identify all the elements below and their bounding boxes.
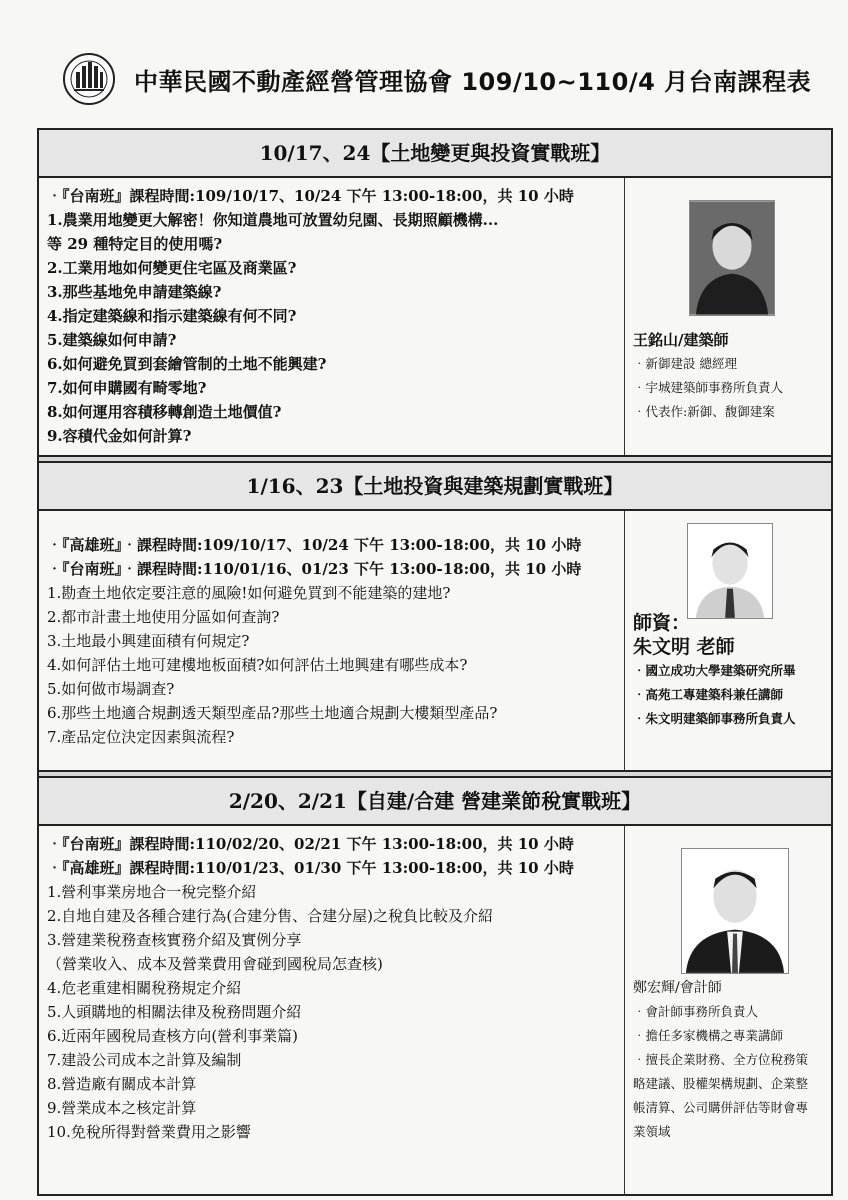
list-item: 3.土地最小興建面積有何規定?	[47, 632, 250, 650]
instructor-detail: ‧會計師事務所負責人	[633, 1004, 759, 1019]
instructor-panel	[625, 178, 831, 455]
section-body	[39, 826, 831, 1196]
instructor-detail: 略建議、股權架構規劃、企業整	[633, 1076, 809, 1091]
instructor-photo	[689, 200, 775, 316]
list-item: 9.營業成本之核定計算	[47, 1099, 197, 1117]
section-heading: 10/17、24【土地變更與投資實戰班】	[39, 130, 831, 178]
instructor-name: 鄭宏輝/會計師	[633, 980, 722, 996]
list-item: 2.自地自建及各種合建行為(合建分售、合建分屋)之稅負比較及介紹	[47, 907, 494, 925]
list-item: 5.人頭購地的相關法律及稅務問題介紹	[47, 1003, 302, 1021]
instructor-detail: ‧新御建設 總經理	[633, 356, 737, 371]
instructor-panel	[625, 826, 831, 1196]
course-section-land-change	[39, 130, 831, 455]
course-section-land-investment	[39, 463, 831, 770]
instructor-name: 朱文明 老師	[633, 636, 735, 658]
list-item: 5.如何做市場調查?	[47, 680, 175, 698]
list-item: 7.產品定位決定因素與流程?	[47, 728, 235, 746]
page-header	[62, 52, 822, 112]
instructor-detail: ‧宇城建築師事務所負責人	[633, 380, 784, 395]
instructor-photo	[681, 848, 789, 974]
list-item: ‧『台南班』課程時間:110/02/20、02/21 下午 13:00-18:00，共 10 小時	[47, 835, 574, 853]
instructor-detail: ‧朱文明建築師事務所負責人	[633, 711, 796, 726]
section-body	[39, 178, 831, 455]
list-item: 8.如何運用容積移轉創造土地價值?	[47, 403, 282, 421]
list-item: 9.容積代金如何計算?	[47, 427, 192, 445]
section-divider	[39, 455, 831, 463]
list-item: 7.建設公司成本之計算及編制	[47, 1051, 242, 1069]
list-item: 1.營利事業房地合一稅完整介紹	[47, 883, 257, 901]
list-item: （營業收入、成本及營業費用會碰到國稅局怎查核)	[47, 955, 383, 973]
list-item: 5.建築線如何申請?	[47, 331, 177, 349]
list-item: ‧『台南班』‧課程時間:110/01/16、01/23 下午 13:00-18:00，共 10 小時	[47, 560, 582, 578]
instructor-detail: ‧高苑工專建築科兼任講師	[633, 687, 784, 702]
instructor-detail: 帳清算、公司購併評估等財會專	[633, 1100, 809, 1115]
list-item: 4.如何評估土地可建樓地板面積?如何評估土地興建有哪些成本?	[47, 656, 468, 674]
list-item: 10.免稅所得對營業費用之影響	[47, 1123, 251, 1141]
instructor-photo	[687, 523, 773, 619]
list-item: 8.營造廠有關成本計算	[47, 1075, 197, 1093]
instructor-detail: ‧國立成功大學建築研究所畢	[633, 663, 796, 678]
list-item: 1.勘查土地依定要注意的風險!如何避免買到不能建築的建地?	[47, 584, 451, 602]
list-item: 3.營建業稅務查核實務介紹及實例分享	[47, 931, 302, 949]
instructor-info	[633, 976, 808, 1144]
page-title: 中華民國不動產經營管理協會 109/10~110/4 月台南課程表	[134, 68, 812, 96]
list-item: 6.那些土地適合規劃透天類型產品?那些土地適合規劃大樓類型產品?	[47, 704, 498, 722]
list-item: ‧『台南班』課程時間:109/10/17、10/24 下午 13:00-18:00，共 10 小時	[47, 187, 574, 205]
list-item: 2.工業用地如何變更住宅區及商業區?	[47, 259, 297, 277]
instructor-detail: 業領域	[633, 1124, 671, 1139]
instructor-name: 王銘山/建築師	[633, 331, 729, 349]
list-item: 4.危老重建相關稅務規定介紹	[47, 979, 242, 997]
list-item: 3.那些基地免申請建築線?	[47, 283, 222, 301]
instructor-detail: ‧擅長企業財務、全方位稅務策	[633, 1052, 809, 1067]
section-heading: 1/16、23【土地投資與建築規劃實戰班】	[39, 463, 831, 511]
instructor-label: 師資：	[633, 612, 691, 634]
section-divider	[39, 770, 831, 778]
list-item: 4.指定建築線和指示建築線有何不同?	[47, 307, 297, 325]
list-item: 6.近兩年國稅局查核方向(營利事業篇)	[47, 1027, 299, 1045]
course-section-tax-saving	[39, 778, 831, 1196]
list-item: ‧『高雄班』課程時間:110/01/23、01/30 下午 13:00-18:00，共 10 小時	[47, 859, 574, 877]
instructor-detail: ‧代表作:新御、馥御建案	[633, 404, 775, 419]
course-outline	[39, 511, 625, 770]
course-outline	[39, 178, 625, 455]
list-item: 等 29 種特定目的使用嗎?	[47, 235, 223, 253]
course-table	[37, 128, 833, 1196]
section-body	[39, 511, 831, 770]
list-item: ‧『高雄班』‧課程時間:109/10/17、10/24 下午 13:00-18:00，共 10 小時	[47, 536, 582, 554]
list-item: 6.如何避免買到套繪管制的土地不能興建?	[47, 355, 327, 373]
association-logo-icon	[62, 52, 116, 106]
list-item: 2.都市計畫土地使用分區如何查詢?	[47, 608, 280, 626]
instructor-detail: ‧擔任多家機構之專業講師	[633, 1028, 784, 1043]
list-item: 1.農業用地變更大解密！你知道農地可放置幼兒園、長期照顧機構...	[47, 211, 499, 229]
instructor-info	[633, 328, 783, 424]
section-heading: 2/20、2/21【自建/合建 營建業節稅實戰班】	[39, 778, 831, 826]
instructor-info	[633, 611, 796, 731]
list-item: 7.如何申購國有畸零地?	[47, 379, 207, 397]
course-outline	[39, 826, 625, 1196]
instructor-panel	[625, 511, 831, 770]
